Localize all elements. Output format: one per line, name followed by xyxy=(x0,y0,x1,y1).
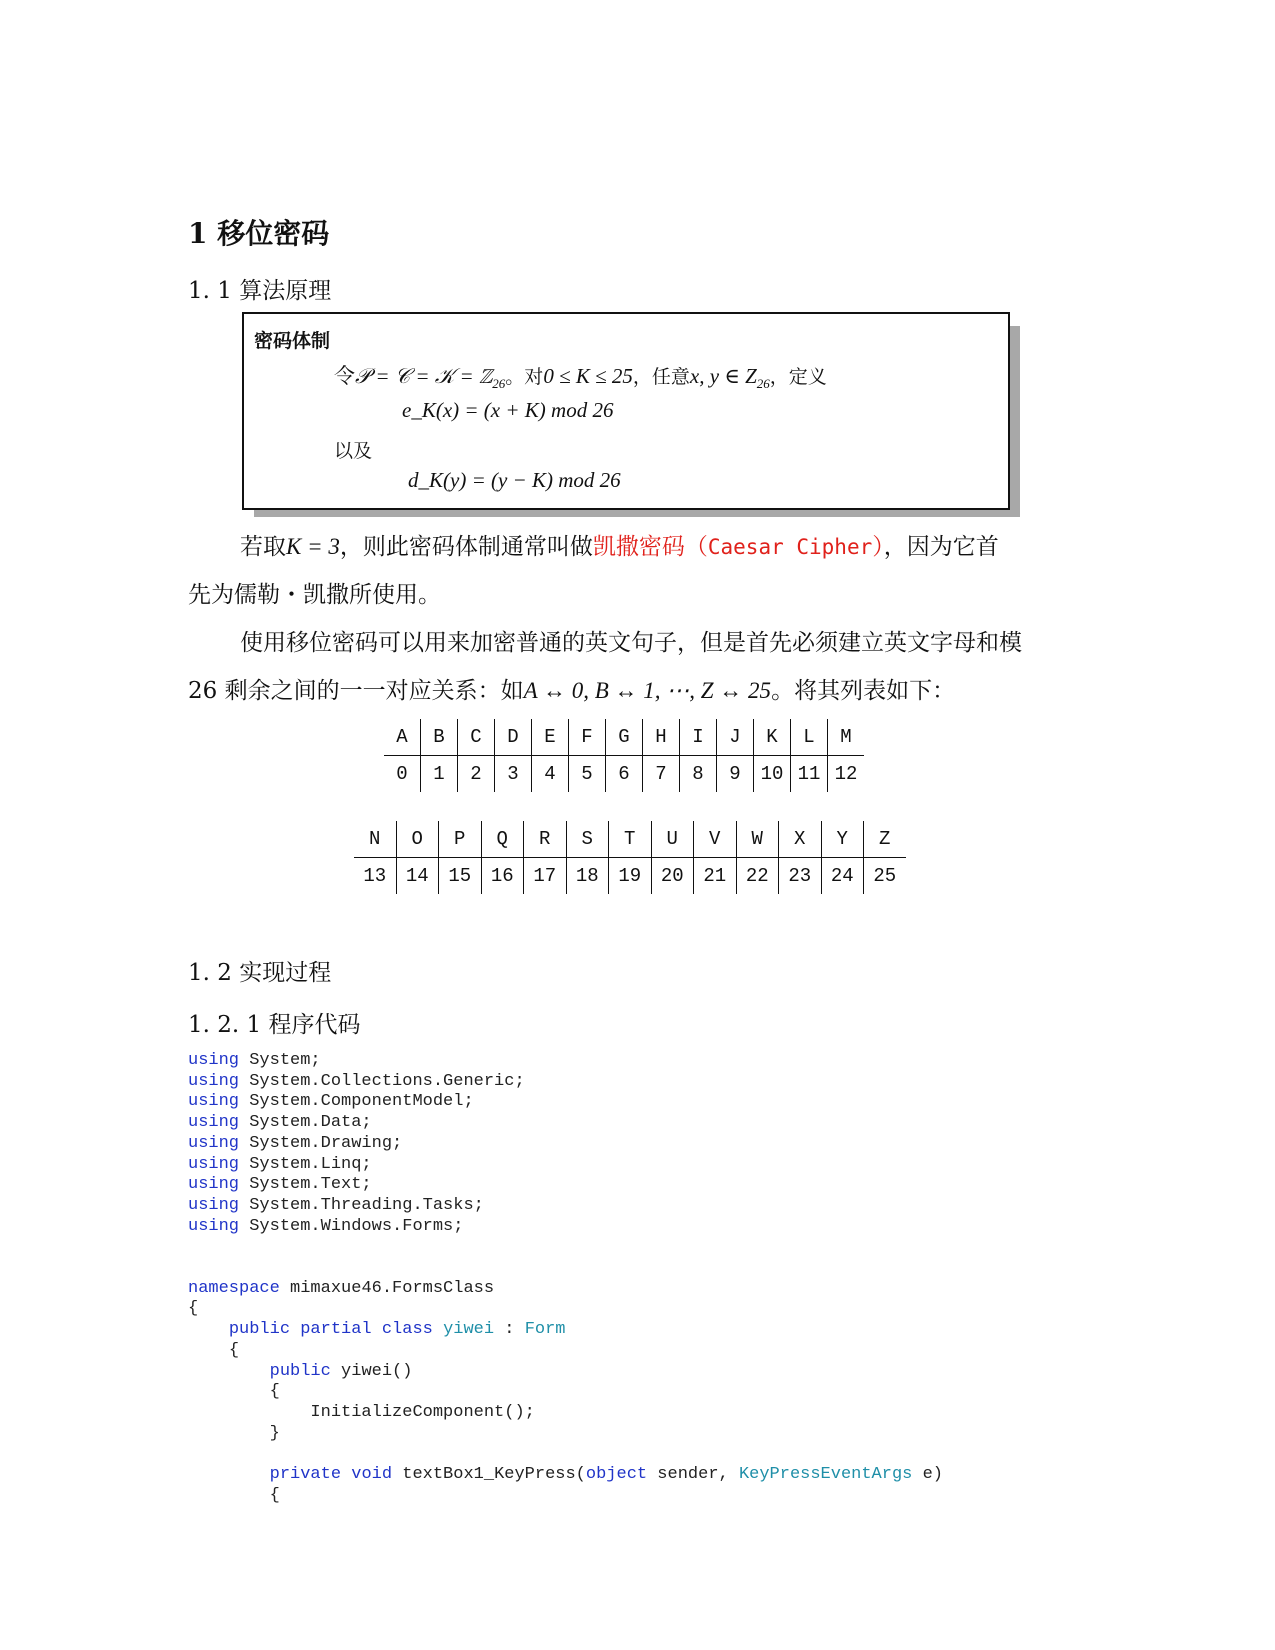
table-number-cell: 8 xyxy=(680,756,717,793)
table-letter-cell: J xyxy=(717,719,754,756)
caesar-cipher-highlight: 凯撒密码（ xyxy=(592,534,708,560)
table-letter-cell: G xyxy=(606,719,643,756)
code-using-line: using System.Collections.Generic; xyxy=(188,1071,525,1091)
code-using-line: using System.Drawing; xyxy=(188,1133,403,1153)
table-letter-cell: S xyxy=(566,821,609,858)
table-number-cell: 2 xyxy=(458,756,495,793)
table-number-cell: 23 xyxy=(779,858,822,895)
table-letter-cell: L xyxy=(791,719,828,756)
letter-number-table-n-z xyxy=(354,821,906,894)
table-letter-cell: Y xyxy=(821,821,864,858)
code-using-line: using System.ComponentModel; xyxy=(188,1092,474,1112)
table-number-cell: 5 xyxy=(569,756,606,793)
table-number-cell: 24 xyxy=(821,858,864,895)
table-number-cell: 12 xyxy=(828,756,865,793)
definition-title: 密码体制 xyxy=(254,330,331,352)
heading-shift-cipher: 1 移位密码 xyxy=(188,217,330,250)
code-using-line: using System.Linq; xyxy=(188,1154,372,1174)
table-number-cell: 11 xyxy=(791,756,828,793)
table-letter-cell: I xyxy=(680,719,717,756)
definition-also-label: 以及 xyxy=(334,440,373,462)
paragraph-mapping-line-1: 使用移位密码可以用来加密普通的英文句子，但是首先必须建立英文字母和模 xyxy=(240,630,1022,656)
table-letter-cell: H xyxy=(643,719,680,756)
table-number-cell: 9 xyxy=(717,756,754,793)
paragraph-caesar-line-2: 先为儒勒・凯撒所使用。 xyxy=(188,582,441,608)
table-letter-cell: M xyxy=(828,719,865,756)
table-number-cell: 19 xyxy=(609,858,652,895)
table-letter-cell: A xyxy=(384,719,421,756)
table-number-cell: 25 xyxy=(864,858,906,895)
table-letter-cell: N xyxy=(354,821,396,858)
table-letter-cell: P xyxy=(439,821,482,858)
table-letter-cell: V xyxy=(694,821,737,858)
table-letter-cell: C xyxy=(458,719,495,756)
code-listing: using System; using System.Collections.Generic; using System.ComponentModel; using System.Data; using System.Drawing; using System.Linq; using System.Text; using System.Threading.Tasks; using System.Windows.Forms; namespace mimaxue46.FormsClass { public partial class yiwei : Form { public yiwei() { InitializeComponent(); } private void textBox1_KeyPress(object sender, KeyPressEventArgs e) { xyxy=(188,1051,943,1505)
table-number-cell: 3 xyxy=(495,756,532,793)
table-number-cell: 0 xyxy=(396,763,408,785)
table-number-cell: 14 xyxy=(396,858,439,895)
table-number-cell: 15 xyxy=(439,858,482,895)
table-number-cell: 16 xyxy=(481,858,524,895)
table-letter-cell: W xyxy=(736,821,779,858)
section-implementation: 1. 2 实现过程 xyxy=(188,960,332,986)
table-number-cell: 18 xyxy=(566,858,609,895)
code-using-line: using System.Text; xyxy=(188,1175,372,1195)
code-using-line: using System; xyxy=(188,1051,321,1070)
section-program-code: 1. 2. 1 程序代码 xyxy=(188,1012,361,1038)
paragraph-mapping-line-2: 26 剩余之间的一一对应关系：如A ↔ 0, B ↔ 1, ⋯, Z ↔ 25。将其列表如下： xyxy=(188,678,956,704)
table-letter-cell: D xyxy=(495,719,532,756)
table-number-cell: 20 xyxy=(651,858,694,895)
table-letter-cell: R xyxy=(524,821,567,858)
table-letter-cell: Z xyxy=(864,821,906,858)
table-number-cell: 1 xyxy=(421,756,458,793)
decryption-formula: d_K(y) = (y − K) mod 26 xyxy=(408,468,621,492)
table-number-cell: 17 xyxy=(524,858,567,895)
letter-number-table-a-m xyxy=(384,719,864,792)
table-letter-cell: O xyxy=(396,821,439,858)
table-letter-cell: E xyxy=(532,719,569,756)
table-number-cell: 10 xyxy=(754,756,791,793)
paragraph-caesar-line-1: 若取K = 3，则此密码体制通常叫做凯撒密码（Caesar Cipher），因为它首 xyxy=(240,534,999,560)
code-using-line: using System.Threading.Tasks; xyxy=(188,1195,484,1215)
table-number-cell: 6 xyxy=(606,756,643,793)
table-letter-cell: U xyxy=(651,821,694,858)
table-letter-cell: B xyxy=(421,719,458,756)
code-using-line: using System.Data; xyxy=(188,1113,372,1133)
table-letter-cell: K xyxy=(754,719,791,756)
table-number-cell: 21 xyxy=(694,858,737,895)
table-letter-cell: X xyxy=(779,821,822,858)
definition-line-1: 令𝒫 = 𝒞 = 𝒦 = ℤ$_{26}$。对0 ≤ K ≤ 25，任意x, y ∈ $Z_{26}$，定义 xyxy=(334,364,827,392)
table-letter-cell: Q xyxy=(481,821,524,858)
section-algorithm-principle: 1. 1 算法原理 xyxy=(188,278,332,304)
table-number-cell: 7 xyxy=(643,756,680,793)
table-letter-cell: T xyxy=(609,821,652,858)
table-number-cell: 4 xyxy=(532,756,569,793)
code-using-line: using System.Windows.Forms; xyxy=(188,1216,464,1236)
encryption-formula: e_K(x) = (x + K) mod 26 xyxy=(402,398,614,422)
table-letter-cell: F xyxy=(569,719,606,756)
definition-box xyxy=(242,312,1010,510)
table-number-cell: 22 xyxy=(736,858,779,895)
table-number-cell: 13 xyxy=(363,865,387,887)
